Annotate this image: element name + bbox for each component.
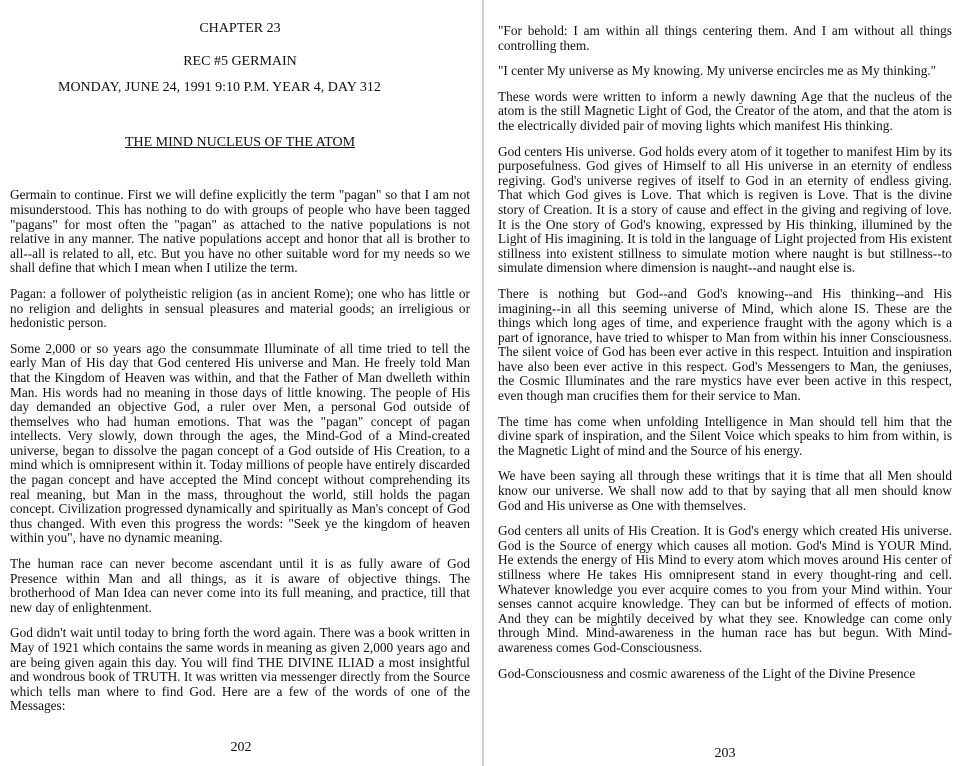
- recording-line: REC #5 GERMAIN: [183, 53, 297, 69]
- paragraph: Pagan: a follower of polytheistic religion (as in ancient Rome); one who has little or no religion and delights in sensual pleasures and material goods; an irreligious or hedonistic person.: [10, 285, 470, 331]
- paragraph: The human race can never become ascendant until it is as fully aware of God Presence within Man and all things, as it is aware of objective things. The brotherhood of Man Idea can never come into its full meaning, and practice, till that new day of enlightenment.: [10, 556, 470, 615]
- paragraph: "I center My universe as My knowing. My universe encircles me as My thinking.": [498, 63, 937, 79]
- paragraph: God-Consciousness and cosmic awareness of the Light of the Divine Presence: [498, 665, 916, 681]
- paragraph: We have been saying all through these writings that it is time that all Men should know our universe. We shall now add to that by saying that all men should know God and His universe as One with themselves.: [498, 468, 952, 513]
- paragraph: God centers all units of His Creation. It is God's energy which created His universe. God is the Source of energy which causes all motion. God's Mind is YOUR Mind. He extends the energy of His Mind to every atom which moves around His center of stillness where He takes His omnipresent stand in every thought-ring and cell. Whatever knowledge you ever acquire comes to you from your Mind within. Your senses cannot acquire knowledge. They can but be informed of effects of motion. And they can be mightily deceived by what they see. Knowledge can come only through Mind. Mind-awareness in the human race has but begun. With Mind-awareness comes God-Consciousness.: [498, 523, 952, 655]
- dateline: MONDAY, JUNE 24, 1991 9:10 P.M. YEAR 4, DAY 312: [58, 80, 381, 96]
- paragraph: "For behold: I am within all things centering them. And I am without all things controlling them.: [498, 23, 952, 53]
- paragraph: God didn't wait until today to bring forth the word again. There was a book written in May of 1921 which contains the same words in meaning as given 2,000 years ago and are being given again this day. You will find THE DIVINE ILIAD a most insightful and wondrous book of TRUTH. It was written via messenger directly from the Source which tells man where to find God. Here are a few of the words of one of the Messages:: [10, 625, 470, 714]
- paragraph: Germain to continue. First we will define explicitly the term "pagan" so that I am not misunderstood. This has nothing to do with groups of people who have been tagged "pagans" for most often the "pagan" as attached to the native populations is not relative in any manner. The native populations accept and honor that all is brother to all--all is related to all, etc. But you have no other suitable word for my needs so we shall define that which I mean when I utilize the term.: [10, 187, 470, 276]
- page-203: [484, 0, 966, 766]
- paragraph: There is nothing but God--and God's knowing--and His thinking--and His imagining--in all this seeming universe of Mind, which alone IS. These are the things which long ages of time, and experience fraught with the agony which is a part of ignorance, have tried to whisper to Man from within his inner Consciousness. The silent voice of God has been ever active in this respect. Intuition and inspiration have also been ever active in this respect. God's Messengers to Man, the geniuses, the Cosmic Illuminates and the rare mystics have ever been active in this respect, even though man crucifies them for their service to Man.: [498, 285, 952, 404]
- paragraph: God centers His universe. God holds every atom of it together to manifest Him by its purposefulness. God gives of Himself to all His universe in an eternity of endless regiving. God's universe regives of itself to God in an eternity of endless giving. That which God gives is Love. That which is regiven is Love. That is the divine story of Creation. It is a story of cause and effect in the giving and regiving of love. It is the One story of God's knowing, expressed by His thinking, illumined by the Light of His imagining. It is told in the language of Light projected from His existent stillness into existent stillness to simulate motion where naught is but stillness--to simulate dimension where dimension is naught--and naught else is.: [498, 143, 952, 276]
- chapter-heading: CHAPTER 23: [199, 21, 281, 36]
- page-202: [0, 0, 482, 766]
- section-title: THE MIND NUCLEUS OF THE ATOM: [124, 134, 356, 150]
- paragraph: These words were written to inform a newly dawning Age that the nucleus of the atom is the still Magnetic Light of God, the Creator of the atom, and that the atom is the electrically divided pair of moving lights which manifest His thinking.: [498, 88, 952, 133]
- page-number: 203: [714, 746, 736, 762]
- page-number: 202: [230, 740, 252, 756]
- paragraph: Some 2,000 or so years ago the consummate Illuminate of all time tried to tell the early Man of His day that God centered His universe and Man. He freely told Man that the Kingdom of Heaven was within, and that the Father of Man dwelleth within Man. His words had no meaning in those days of little knowing. The people of His day demanded an objective God, a ruler over Men, a personal God outside of themselves who had human emotions. That was the "pagan" concept of pagan intellects. Very slowly, down through the ages, the Mind-God of a Mind-created universe, began to dissolve the pagan concept of a God outside of His Creation, to a mind which is omnipresent within it. Today millions of people have entirely discarded the pagan concept and have accepted the Mind concept without comprehending its real meaning, but Man in the mass, throughout the world, still holds the pagan concept. Civilization progressed dynamically and spiritually as Man's concept of God thus changed. With even this progress the words: "Seek ye the kingdom of heaven within you", have no dynamic meaning.: [10, 340, 470, 546]
- paragraph: The time has come when unfolding Intelligence in Man should tell him that the divine spark of inspiration, and the Silent Voice which speaks to him from within, is the Magnetic Light of mind and the Source of his energy.: [498, 413, 952, 458]
